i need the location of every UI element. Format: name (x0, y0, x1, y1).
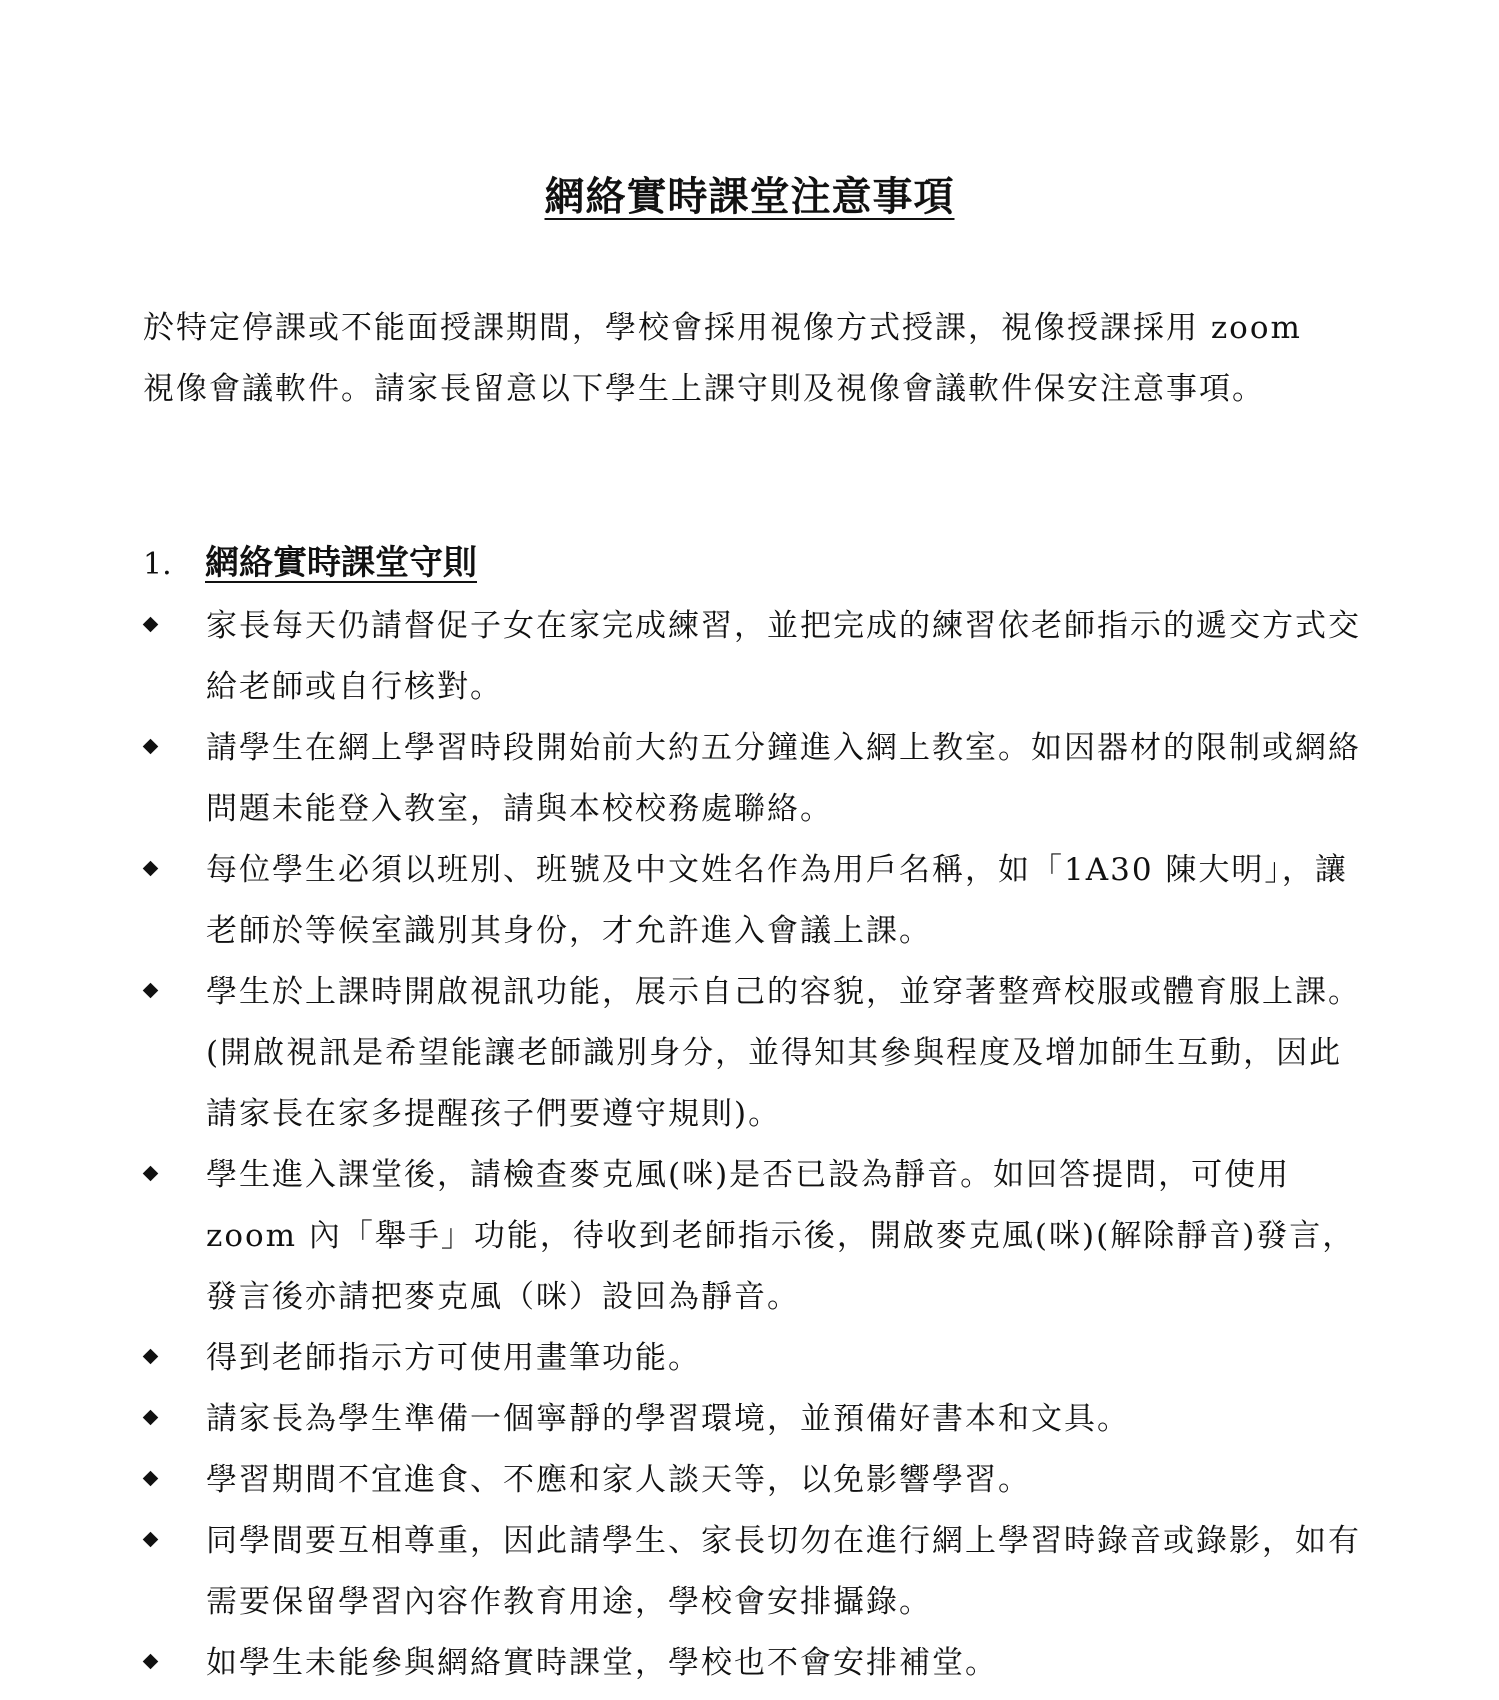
section-heading (143, 538, 1343, 590)
list-item (143, 718, 1363, 840)
list-item (143, 596, 1363, 718)
diamond-bullet-icon (143, 1532, 159, 1548)
list-item (143, 1450, 1363, 1511)
list-item-text: 每位學生必須以班別、班號及中文姓名作為用戶名稱，如「1A30 陳大明」，讓老師於等候室識別其身份，才允許進入會議上課。 (206, 852, 1348, 949)
diamond-bullet-icon (143, 1654, 159, 1670)
rules-list (143, 596, 1363, 1694)
diamond-bullet-icon (143, 983, 159, 999)
list-item-text: 學生於上課時開啟視訊功能，展示自己的容貌，並穿著整齊校服或體育服上課。(開啟視訊是希望能讓老師識別身分，並得知其參與程度及增加師生互動，因此請家長在家多提醒孩子們要遵守規則)。 (206, 974, 1361, 1132)
list-item-text: 請學生在網上學習時段開始前大約五分鐘進入網上教室。如因器材的限制或網絡問題未能登入教室，請與本校校務處聯絡。 (206, 730, 1361, 827)
diamond-bullet-icon (143, 1166, 159, 1182)
list-item (143, 1633, 1363, 1694)
list-item (143, 1511, 1363, 1633)
list-item-text: 家長每天仍請督促子女在家完成練習，並把完成的練習依老師指示的遞交方式交給老師或自行核對。 (206, 608, 1361, 705)
list-item (143, 1389, 1363, 1450)
list-item (143, 1145, 1363, 1328)
list-item (143, 840, 1363, 962)
list-item-text: 學生進入課堂後，請檢查麥克風(咪)是否已設為靜音。如回答提問，可使用 zoom 內「舉手」功能，待收到老師指示後，開啟麥克風(咪)(解除靜音)發言，發言後亦請把麥克風（咪）設回為靜音。 (206, 1157, 1356, 1315)
document-title (0, 172, 1499, 222)
section-number: 1. (143, 547, 172, 582)
diamond-bullet-icon (143, 1471, 159, 1487)
list-item-text: 請家長為學生準備一個寧靜的學習環境，並預備好書本和文具。 (206, 1401, 1130, 1437)
diamond-bullet-icon (143, 861, 159, 877)
diamond-bullet-icon (143, 617, 159, 633)
list-item (143, 1328, 1363, 1389)
list-item (143, 962, 1363, 1145)
list-item-text: 如學生未能參與網絡實時課堂，學校也不會安排補堂。 (206, 1645, 998, 1681)
list-item-text: 得到老師指示方可使用畫筆功能。 (206, 1340, 701, 1376)
diamond-bullet-icon (143, 1349, 159, 1365)
diamond-bullet-icon (143, 739, 159, 755)
section-heading-text: 網絡實時課堂守則 (205, 543, 477, 583)
list-item-text: 同學間要互相尊重，因此請學生、家長切勿在進行網上學習時錄音或錄影，如有需要保留學習內容作教育用途，學校會安排攝錄。 (206, 1523, 1361, 1620)
list-item-text: 學習期間不宜進食、不應和家人談天等，以免影響學習。 (206, 1462, 1031, 1498)
document-title-text: 網絡實時課堂注意事項 (544, 173, 955, 220)
intro-paragraph: 於特定停課或不能面授課期間，學校會採用視像方式授課，視像授課採用 zoom 視像會議軟件。請家長留意以下學生上課守則及視像會議軟件保安注意事項。 (143, 310, 1302, 407)
diamond-bullet-icon (143, 1410, 159, 1426)
